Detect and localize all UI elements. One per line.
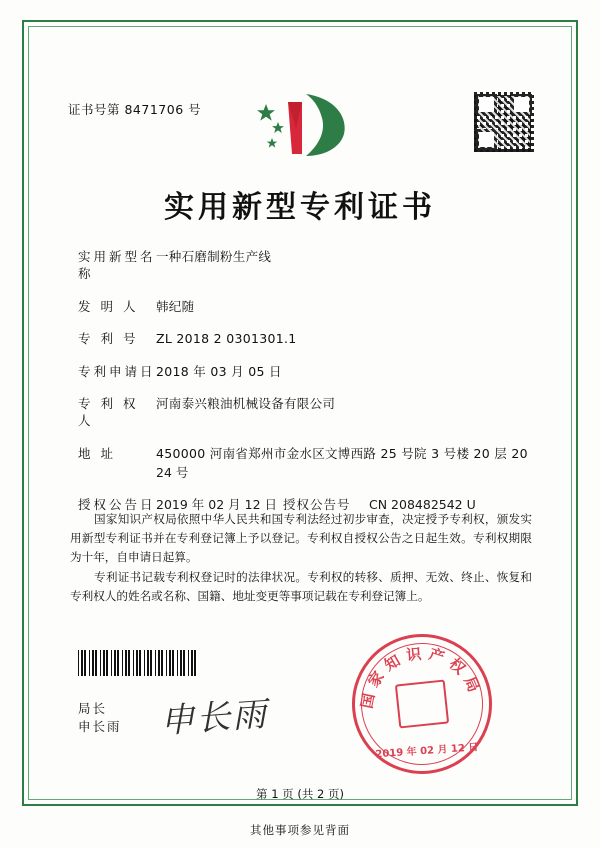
field-value: 450000 河南省郑州市金水区文博西路 25 号院 3 号楼 20 层 20 <box>156 445 528 461</box>
field-row-name <box>78 248 530 282</box>
field-row-patent-number <box>78 330 530 347</box>
field-row-application-date <box>78 363 530 380</box>
field-value: ZL 2018 2 0301301.1 <box>156 331 297 346</box>
field-value-grant-number: CN 208482542 U <box>369 497 476 512</box>
patent-office-logo-icon <box>248 88 352 160</box>
field-value: 一种石磨制粉生产线 <box>156 249 272 264</box>
qr-code-icon <box>474 92 534 152</box>
qr-finder-top-right <box>511 94 532 115</box>
field-label: 发 明 人 <box>78 298 139 314</box>
address-line-2: 24 号 <box>156 465 189 480</box>
field-row-inventor <box>78 298 530 315</box>
field-label: 专 利 权 人 <box>78 396 139 428</box>
page-number: 第 1 页 (共 2 页) <box>256 787 344 801</box>
certificate-number: 证书号第 8471706 号 <box>68 102 202 117</box>
handwritten-signature: 申长雨 <box>158 694 270 742</box>
field-label-grant-number: 授权公告号 <box>283 497 351 512</box>
signature-label <box>78 700 122 736</box>
qr-finder-bottom-left <box>476 129 497 150</box>
field-value: 河南泰兴粮油机械设备有限公司 <box>156 396 336 411</box>
field-row-address <box>78 445 530 462</box>
field-value-grant-date: 2019 年 02 月 12 日 <box>156 497 277 512</box>
seal-date: 2019 年 02 月 12 日 <box>375 742 479 761</box>
official-seal <box>345 627 499 781</box>
fields-list <box>78 248 530 529</box>
field-label: 实用新型名称 <box>78 249 156 281</box>
qr-finder-top-left <box>476 94 497 115</box>
barcode-icon <box>78 650 198 676</box>
footer-note: 其他事项参见背面 <box>250 823 350 837</box>
page-title: 实用新型专利证书 <box>164 190 436 225</box>
field-label-grant-date: 授权公告日 <box>78 497 156 512</box>
body-paragraph-1: 国家知识产权局依照中华人民共和国专利法经过初步审查，决定授予专利权，颁发实用新型专利证书并在专利登记簿上予以登记。专利权自授权公告之日起生效。专利权期限为十年，自申请日起算。 <box>70 512 532 564</box>
field-label: 地 址 <box>78 445 116 461</box>
signature-label-line1: 局长 <box>78 701 108 716</box>
signature-label-line2: 申长雨 <box>78 719 122 734</box>
field-value: 韩纪随 <box>156 298 195 314</box>
field-row-patentee <box>78 395 530 429</box>
field-value: 2018 年 03 月 05 日 <box>156 363 282 379</box>
svg-text:国家知识产权局: 国家知识产权局 <box>357 644 486 711</box>
field-label: 专 利 号 <box>78 331 139 346</box>
body-paragraph-2: 专利证书记载专利权登记时的法律状况。专利权的转移、质押、无效、终止、恢复和专利权人的姓名或名称、国籍、地址变更等事项记载在专利登记簿上。 <box>70 570 532 603</box>
field-label: 专利申请日 <box>78 363 156 379</box>
